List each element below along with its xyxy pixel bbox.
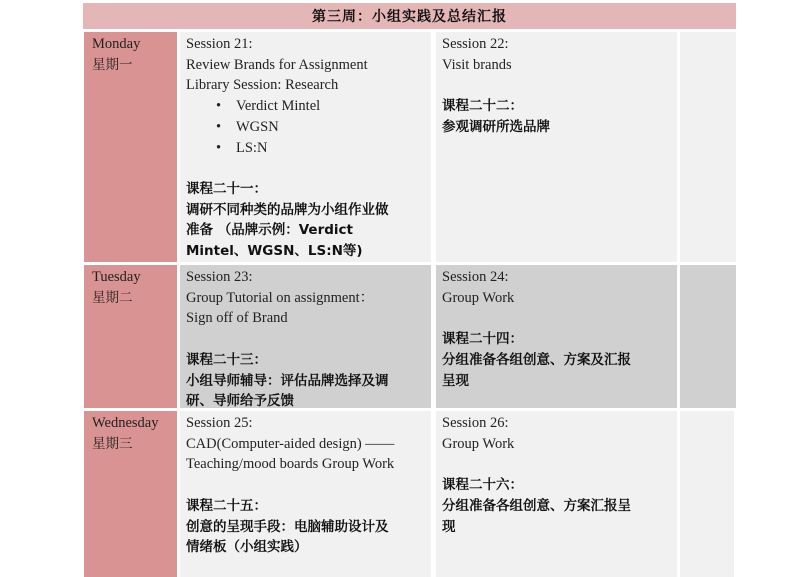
session-line: CAD(Computer-aided design) ——: [186, 435, 395, 452]
day-cn: 星期一: [92, 56, 133, 73]
session-cn-title: 课程二十六：: [442, 477, 523, 494]
day-cell-monday: [84, 32, 177, 262]
session-line: Sign off of Brand: [186, 310, 288, 327]
session-line: Group Work: [442, 435, 515, 452]
session-cn-line: 参观调研所选品牌: [442, 118, 550, 135]
day-cn: 星期三: [92, 435, 133, 452]
session-cn-title: 课程二十二：: [442, 98, 523, 115]
session-title: Session 25:: [186, 415, 253, 431]
spacer: [442, 308, 671, 329]
session-cn-line: 呈现: [442, 372, 469, 389]
day-cell-tuesday: [84, 265, 177, 408]
spacer: [442, 75, 671, 96]
session-title: Session 23:: [186, 269, 253, 285]
session-25-cell: [180, 411, 431, 577]
day-en: Wednesday: [92, 415, 159, 431]
resource-item: • Verdict Mintel: [216, 96, 425, 117]
session-cn-line: 准备 （品牌示例：Verdict: [186, 222, 353, 239]
session-22-cell: [436, 32, 677, 262]
day-en: Tuesday: [92, 269, 141, 285]
session-cn-title: 课程二十一：: [186, 180, 267, 197]
session-cn-line: Mintel、WGSN、LS:N等): [186, 243, 363, 260]
session-24-cell: [436, 265, 677, 408]
resource-item: • LS:N: [216, 138, 425, 159]
session-cn-line: 创意的呈现手段：电脑辅助设计及: [186, 518, 389, 535]
session-cn-line: 研、导师给予反馈: [186, 393, 294, 410]
day-en: Monday: [92, 36, 141, 52]
session-line: Visit brands: [442, 56, 512, 73]
session-line: Review Brands for Assignment: [186, 56, 368, 73]
session-line: Library Session: Research: [186, 77, 339, 94]
session-title: Session 21:: [186, 36, 253, 52]
session-cn-line: 现: [442, 518, 456, 535]
day-cell-wednesday: [84, 411, 177, 577]
empty-cell: [680, 411, 734, 577]
session-cn-line: 小组导师辅导：评估品牌选择及调: [186, 372, 389, 389]
week-title: 第三周：小组实践及总结汇报: [312, 9, 507, 25]
spacer: [442, 454, 671, 475]
session-cn-title: 课程二十三：: [186, 351, 267, 368]
session-title: Session 22:: [442, 36, 509, 52]
resource-item: • WGSN: [216, 117, 425, 138]
session-cn-title: 课程二十五：: [186, 497, 267, 514]
session-cn-title: 课程二十四：: [442, 331, 523, 348]
week-title-header: [83, 3, 736, 29]
empty-cell: [680, 32, 736, 262]
session-21-cell: [180, 32, 431, 262]
session-line: Teaching/mood boards Group Work: [186, 456, 395, 473]
session-cn-line: 分组准备各组创意、方案及汇报: [442, 351, 631, 368]
spacer: [186, 158, 425, 179]
session-cn-line: 调研不同种类的品牌为小组作业做: [186, 201, 389, 218]
session-line: Group Work: [442, 289, 515, 306]
spacer: [186, 329, 425, 350]
session-23-cell: [180, 265, 431, 408]
session-title: Session 24:: [442, 269, 509, 285]
session-cn-line: 分组准备各组创意、方案汇报呈: [442, 497, 631, 514]
empty-cell: [680, 265, 736, 408]
session-cn-line: 情绪板（小组实践）: [186, 539, 308, 556]
spacer: [186, 475, 425, 496]
session-26-cell: [436, 411, 677, 577]
session-title: Session 26:: [442, 415, 509, 431]
session-line: Group Tutorial on assignment：: [186, 289, 375, 306]
resource-list: [186, 96, 425, 158]
day-cn: 星期二: [92, 289, 133, 306]
